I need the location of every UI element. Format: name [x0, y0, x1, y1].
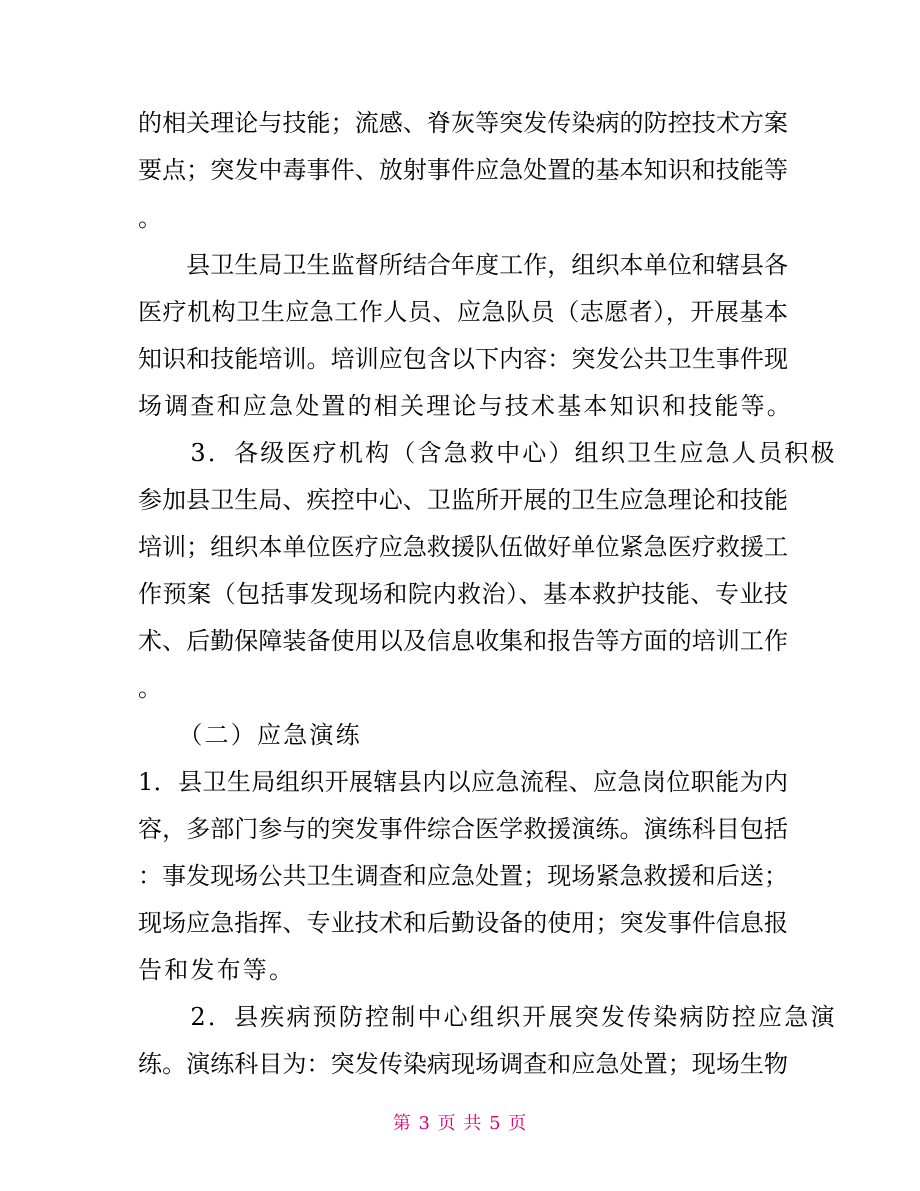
text-line: 。 [138, 674, 165, 702]
text-line: 3．各级医疗机构（含急救中心）组织卫生应急人员积极 [138, 439, 837, 467]
text-line: 参加县卫生局、疾控中心、卫监所开展的卫生应急理论和技能 [138, 486, 788, 514]
text-line: 知识和技能培训。培训应包含以下内容：突发公共卫生事件现 [138, 345, 788, 373]
text-line: 要点；突发中毒事件、放射事件应急处置的基本知识和技能等 [138, 156, 788, 184]
text-line: 现场应急指挥、专业技术和后勤设备的使用；突发事件信息报 [138, 909, 788, 937]
text-line: 作预案（包括事发现场和院内救治）、基本救护技能、专业技 [138, 580, 788, 608]
page-number-footer: 第 3 页 共 5 页 [392, 1113, 528, 1134]
text-line: 场调查和应急处置的相关理论与技术基本知识和技能等。 [138, 392, 793, 420]
text-line: 医疗机构卫生应急工作人员、应急队员（志愿者），开展基本 [138, 298, 788, 326]
text-line: 1．县卫生局组织开展辖县内以应急流程、应急岗位职能为内 [138, 768, 788, 796]
text-line: 练。演练科目为：突发传染病现场调查和应急处置；现场生物 [138, 1050, 788, 1078]
text-line: 。 [138, 204, 165, 232]
text-line: 术、后勤保障装备使用以及信息收集和报告等方面的培训工作 [138, 627, 788, 655]
text-line: 容，多部门参与的突发事件综合医学救援演练。演练科目包括 [138, 815, 788, 843]
text-line: ：事发现场公共卫生调查和应急处置；现场紧急救援和后送； [138, 862, 788, 890]
text-line: 培训；组织本单位医疗应急救援队伍做好单位紧急医疗救援工 [138, 533, 788, 561]
section-heading: （二）应急演练 [138, 721, 362, 749]
text-line: 2．县疾病预防控制中心组织开展突发传染病防控应急演 [138, 1003, 837, 1031]
text-line: 县卫生局卫生监督所结合年度工作，组织本单位和辖县各 [138, 251, 788, 279]
text-line: 告和发布等。 [138, 956, 296, 984]
text-line: 的相关理论与技能；流感、脊灰等突发传染病的防控技术方案 [138, 109, 788, 137]
